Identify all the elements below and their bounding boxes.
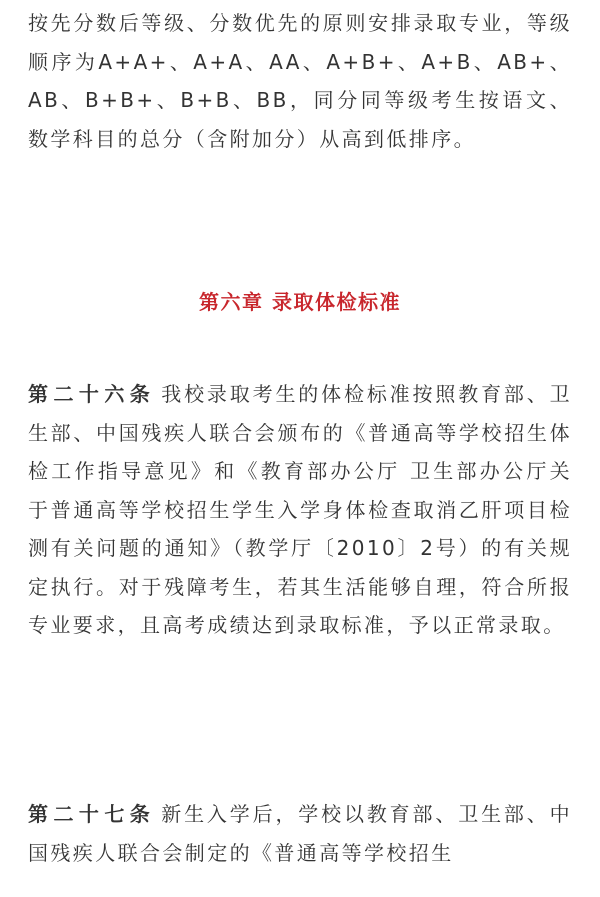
article-27-paragraph (28, 795, 572, 872)
article-26-text: 我校录取考生的体检标准按照教育部、卫生部、中国残疾人联合会颁布的《普通高等学校招生体检工作指导意见》和《教育部办公厅 卫生部办公厅关于普通高等学校招生学生入学身体检查取消乙肝项目检测有关问题的通知》（教学厅〔2010〕2号）的有关规定执行。对于残障考生，若其生活能够自理，符合所报专业要求，且高考成绩达到录取标准，予以正常录取。 (28, 382, 573, 637)
article-27-text: 新生入学后，学校以教育部、卫生部、中国残疾人联合会制定的《普通高等学校招生 (28, 802, 573, 865)
article-27-label: 第二十七条 (28, 802, 156, 826)
article-26-paragraph (28, 375, 572, 645)
chapter-heading: 第六章 录取体检标准 (199, 290, 401, 314)
intro-paragraph-text: 按先分数后等级、分数优先的原则安排录取专业，等级顺序为A+A+、A+A、AA、A+B+、A+B、AB+、AB、B+B+、B+B、BB，同分同等级考生按语文、数学科目的总分（含附加分）从高到低排序。 (28, 11, 572, 151)
article-26-label: 第二十六条 (28, 382, 156, 406)
intro-paragraph (28, 4, 572, 158)
